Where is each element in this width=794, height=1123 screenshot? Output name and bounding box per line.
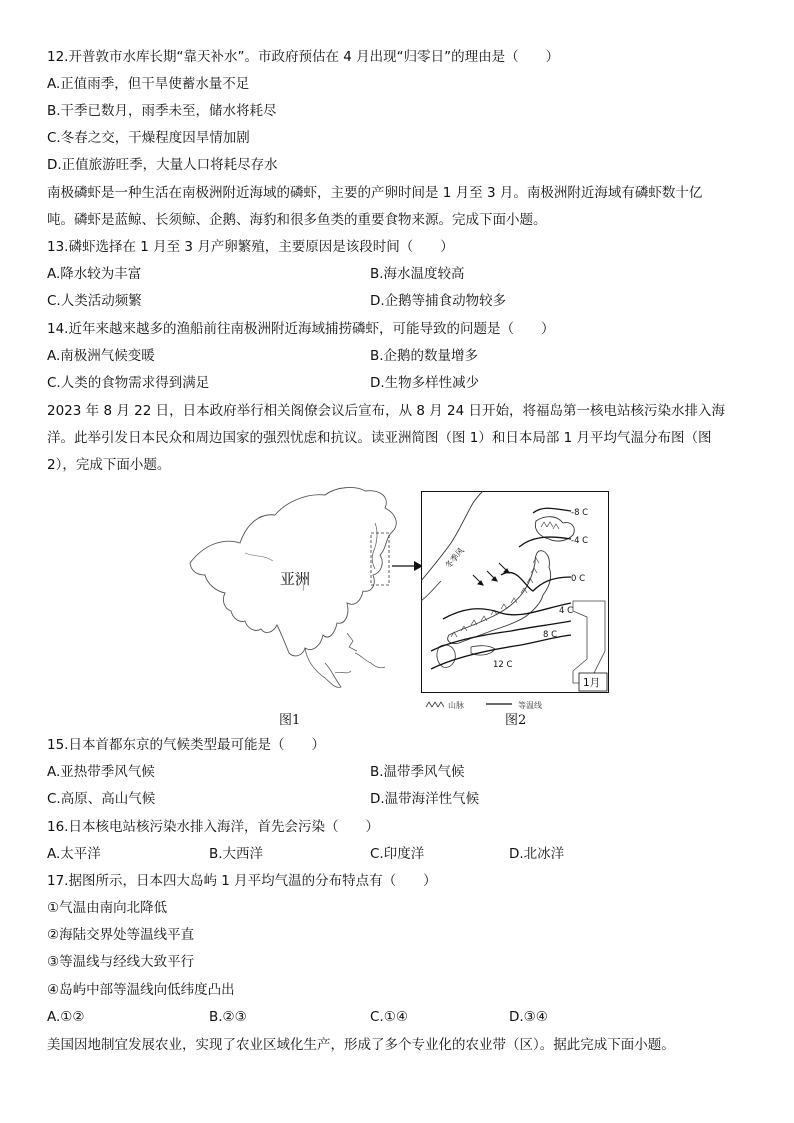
- figure2-caption: 图2: [505, 713, 527, 728]
- q16-option-d: D.北冰洋: [509, 846, 565, 862]
- isotherm-label: 0 C: [571, 574, 586, 584]
- japan-map-svg: [421, 491, 609, 693]
- isotherm-label: 8 C: [543, 630, 558, 640]
- q13-stem: 13.磷虾选择在 1 月至 3 月产卵繁殖，主要原因是该段时间（ ）: [47, 239, 454, 255]
- passage-fukushima-line2: 洋。此举引发日本民众和周边国家的强烈忧虑和抗议。读亚洲简图（图 1）和日本局部 1 月平均气温分布图（图: [47, 430, 712, 446]
- q17-statement-3: ③等温线与经线大致平行: [47, 954, 195, 970]
- asia-map-label: 亚洲: [280, 570, 311, 588]
- legend-isotherm-label: 等温线: [518, 701, 542, 710]
- passage-krill-line1: 南极磷虾是一种生活在南极洲附近海域的磷虾，主要的产卵时间是 1 月至 3 月。南极洲附近海域有磷虾数十亿: [47, 185, 703, 201]
- q15-option-a: A.亚热带季风气候: [47, 764, 155, 780]
- isotherm-label: -8 C: [571, 508, 589, 518]
- q15-option-b: B.温带季风气候: [370, 764, 465, 780]
- q14-option-a: A.南极洲气候变暖: [47, 348, 155, 364]
- mountain-legend-icon: [426, 702, 444, 707]
- isotherm-label: -4 C: [571, 536, 589, 546]
- q17-statement-4: ④岛屿中部等温线向低纬度凸出: [47, 982, 235, 998]
- q14-option-c: C.人类的食物需求得到满足: [47, 375, 210, 391]
- q16-option-b: B.大西洋: [209, 846, 264, 862]
- passage-fukushima-line3: 2），完成下面小题。: [47, 457, 171, 473]
- q16-option-a: A.太平洋: [47, 846, 101, 862]
- q14-stem: 14.近年来越来越多的渔船前往南极洲附近海域捕捞磷虾，可能导致的问题是（ ）: [47, 321, 555, 337]
- isotherm-label: 12 C: [493, 660, 513, 670]
- q14-option-d: D.生物多样性减少: [370, 375, 480, 391]
- q15-option-d: D.温带海洋性气候: [370, 791, 480, 807]
- q16-option-c: C.印度洋: [370, 846, 425, 862]
- q13-option-b: B.海水温度较高: [370, 266, 465, 282]
- q13-option-a: A.降水较为丰富: [47, 266, 142, 282]
- q12-option-b: B.干季已数月，雨季未至，储水将耗尽: [47, 103, 277, 119]
- q17-stem: 17.据图所示，日本四大岛屿 1 月平均气温的分布特点有（ ）: [47, 873, 437, 889]
- isotherm-label: 4 C: [559, 606, 574, 616]
- figure-asia-map: [185, 483, 420, 693]
- q17-option-c: C.①④: [370, 1009, 408, 1025]
- legend-mountain-label: 山脉: [448, 701, 464, 710]
- q17-statement-2: ②海陆交界处等温线平直: [47, 927, 195, 943]
- q17-option-b: B.②③: [209, 1009, 247, 1025]
- q15-option-c: C.高原、高山气候: [47, 791, 156, 807]
- month-label: 1月: [583, 677, 601, 689]
- passage-usa-agriculture: 美国因地制宜发展农业，实现了农业区域化生产，形成了多个专业化的农业带（区）。据此完成下面小题。: [47, 1037, 675, 1053]
- passage-fukushima-line1: 2023 年 8 月 22 日，日本政府举行相关阁僚会议后宣布，从 8 月 24 日开始，将福岛第一核电站核污染水排入海: [47, 403, 726, 419]
- q17-option-a: A.①②: [47, 1009, 85, 1025]
- q13-option-d: D.企鹅等捕食动物较多: [370, 293, 507, 309]
- asia-map-svg: [185, 483, 420, 693]
- figure1-caption: 图1: [279, 713, 301, 728]
- q12-option-c: C.冬春之交，干燥程度因旱情加剧: [47, 130, 250, 146]
- figure-japan-isotherm-map: [421, 491, 609, 693]
- q17-statement-1: ①气温由南向北降低: [47, 900, 168, 916]
- q14-option-b: B.企鹅的数量增多: [370, 348, 479, 364]
- q13-option-c: C.人类活动频繁: [47, 293, 142, 309]
- winter-monsoon-label: 冬季风: [443, 546, 466, 571]
- q12-stem: 12.开普敦市水库长期“靠天补水”。市政府预估在 4 月出现“归零日”的理由是（ ）: [47, 49, 560, 65]
- q15-stem: 15.日本首都东京的气候类型最可能是（ ）: [47, 737, 325, 753]
- q12-option-a: A.正值雨季，但干旱使蓄水量不足: [47, 76, 250, 92]
- q17-option-d: D.③④: [509, 1009, 548, 1025]
- q12-option-d: D.正值旅游旺季，大量人口将耗尽存水: [47, 157, 278, 173]
- passage-krill-line2: 吨。磷虾是蓝鲸、长须鲸、企鹅、海豹和很多鱼类的重要食物来源。完成下面小题。: [47, 212, 547, 228]
- figure2-legend: [422, 695, 582, 710]
- legend-svg: [422, 698, 582, 710]
- q16-stem: 16.日本核电站核污染水排入海洋，首先会污染（ ）: [47, 819, 379, 835]
